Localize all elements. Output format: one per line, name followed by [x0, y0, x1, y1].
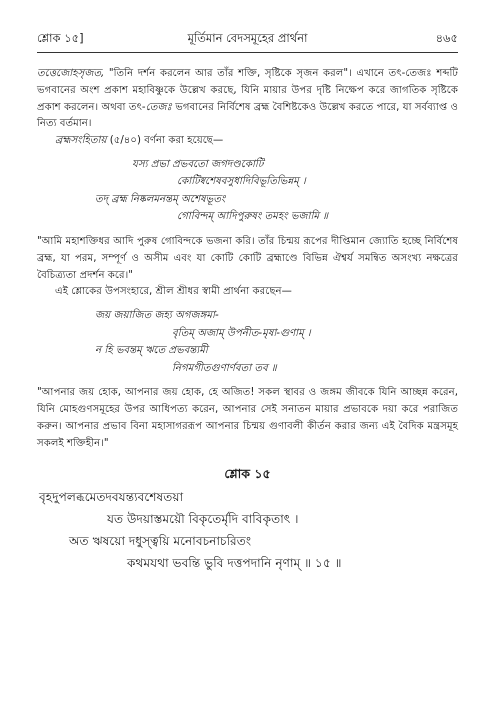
verse-line: ন হি ভবন্তম্ ঋতে প্রভবন্ত্যমী: [95, 345, 208, 357]
sanskrit-line: যত উদয়াস্তময়ৌ বিকৃতের্মৃদি বাবিকৃতাৎ ।: [107, 512, 299, 527]
sanskrit-verse: [37, 486, 458, 574]
sanskrit-line: বৃহদুপলব্ধমেতদবযন্ত্যবশেষতয়া: [39, 490, 184, 505]
translation-paragraph-2: "আপনার জয় হোক, আপনার জয় হোক, হে অজিত! সকল স্থাবর ও জঙ্গম জীবকে যিনি আচ্ছন্ন করেন, যিনি মোহগুণসমূহের উপর আধিপত্য করেন, আপনার সেই সনাতন মায়ার প্রভাবকে দয়া করে পরাজিত করুন। আপনার প্রভাব বিনা মহাসাগররূপ আপনার চিন্ময় গুণাবলী কীর্তন করার জন্য এই বৈদিক মন্ত্রসমূহ সকলই শক্তিহীন।": [37, 387, 458, 449]
purport-paragraph-3: এই শ্লোকের উপসংহারে, শ্রীল শ্রীধর স্বামী প্রার্থনা করছেন—: [55, 286, 292, 298]
verse-line: জয় জয়াজিত জহ্য অগজঙ্গমা-: [95, 310, 219, 322]
paragraph-text: "তিনি দর্শন করলেন আর তাঁর শক্তি, সৃষ্টিকে সৃজন করল"। এখানে তৎ-তেজঃ শব্দটি ভগবানের অংশ প্রকাশ মহাবিষ্ণুকে উল্লেখ করছে, যিনি মায়ার উপর দৃষ্টি নিক্ষেপ করে জাগতিক সৃষ্টিকে প্রকাশ করলেন। অথবা তৎ-: [37, 68, 458, 113]
verse-line: কোটিষ্বশেষবসুধাদিবিভূতিভিন্নম্ ।: [177, 176, 306, 188]
page-header: [37, 30, 458, 50]
sanskrit-line: অত ঋষয়ো দধুস্ত্বয়ি মনোবচনাচরিতং: [69, 534, 252, 549]
verse-line: তদ্ ব্রহ্ম নিষ্কলমনন্তম্ অশেষভূতং: [95, 193, 226, 205]
sanskrit-line: কথমযথা ভবন্তি ভুবি দত্তপদানি নৃণাম্ ॥ ১৫ ॥: [127, 556, 342, 571]
italic-term: তত্তেজোহসৃজত,: [37, 68, 105, 79]
header-page-number: ৪৬৫: [435, 31, 458, 45]
purport-paragraph-2: [37, 133, 458, 150]
paragraph-text: ভগবানের নির্বিশেষ ব্রহ্ম বৈশিষ্টকেও উল্লেখ করতে পারে, যা সর্বব্যাপ্ত ও নিত্য বর্তমান।: [37, 101, 458, 130]
scripture-name: ব্রহ্মসংহিতায়: [55, 135, 107, 147]
purport-paragraph-1: [37, 66, 458, 133]
page-body: [37, 66, 458, 574]
sloka-heading: শ্লোক ১৫: [224, 466, 271, 482]
paragraph-text: (৫/৪০) বর্ণনা করা হয়েছে—: [106, 135, 224, 147]
verse-line: যস্য প্রভা প্রভবতো জগদণ্ডকোটি: [132, 158, 264, 170]
header-verse-number: শ্লোক ১৫]: [37, 31, 84, 45]
verse-line: বৃতিম্ অজাম্ উপনীত-মৃষা-গুণাম্ ।: [172, 327, 311, 339]
verse-line: নিগমগীতগুণার্ণবতা তব ॥: [172, 362, 277, 374]
quoted-verse-sridhara: [37, 307, 458, 377]
verse-line: গোবিন্দম্ আদিপুরুষং তমহং ভজামি ॥: [177, 211, 329, 223]
quoted-verse-brahma-samhita: [37, 156, 458, 226]
italic-term: তেজঃ: [145, 101, 172, 113]
header-rule: [37, 52, 458, 53]
translation-paragraph-1: "আমি মহাশক্তিধর আদি পুরুষ গোবিন্দকে ভজনা করি। তাঁর চিন্ময় রূপের দীপ্তিমান জ্যোতি হচ্ছে নির্বিশেষ ব্রহ্ম, যা পরম, সম্পূর্ণ ও অসীম এবং যা কোটি কোটি ব্রহ্মাণ্ডে বিভিন্ন ঐশ্বর্য সমন্বিত অসংখ্য নক্ষত্রের বৈচিত্র্যতা প্রদর্শন করে।": [37, 235, 458, 281]
header-chapter-title: মূর্তিমান বেদসমূহের প্রার্থনা: [187, 31, 308, 45]
